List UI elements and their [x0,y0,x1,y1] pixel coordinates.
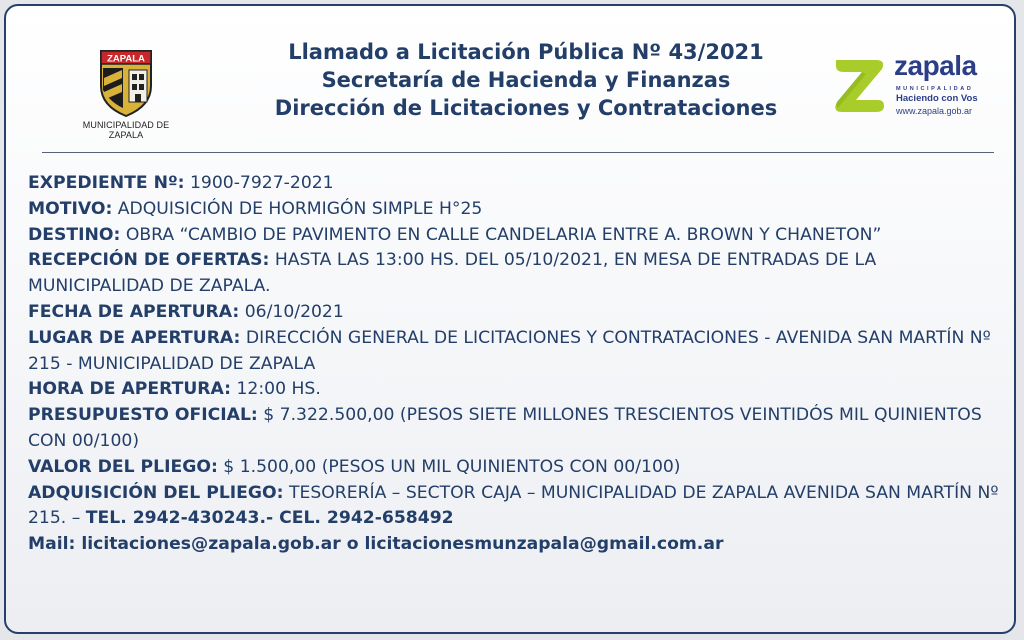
field-label: PRESUPUESTO OFICIAL: [28,405,258,426]
field-valor-pliego [28,455,1013,481]
field-value: 06/10/2021 [239,301,344,322]
phone-numbers: TEL. 2942-430243.- CEL. 2942-658492 [85,508,454,529]
field-fecha-apertura [28,300,1013,326]
field-presupuesto [28,403,1013,455]
field-label: LUGAR DE APERTURA: [28,327,241,348]
brand-url: www.zapala.gob.ar [896,106,973,116]
logo-caption: MUNICIPALIDAD DE ZAPALA [82,120,170,140]
svg-text:ZAPALA: ZAPALA [107,53,145,65]
field-lugar-apertura [28,326,1013,378]
field-value: HASTA LAS 13:00 HS. DEL 05/10/2021, EN MESA DE ENTRADAS DE LA MUNICIPALIDAD DE ZAPALA. [28,250,877,297]
field-value: $ 7.322.500,00 (PESOS SIETE MILLONES TRESCIENTOS VEINTIDÓS MIL QUINIENTOS CON 00/100) [28,405,982,451]
field-label: DESTINO: [28,224,121,245]
header-titles [216,38,836,122]
announcement-card [4,4,1016,634]
field-label: FECHA DE APERTURA: [28,301,240,322]
field-value: DIRECCIÓN GENERAL DE LICITACIONES Y CONTRATACIONES - AVENIDA SAN MARTÍN Nº 215 - MUNICIPALIDAD DE ZAPALA [28,327,991,374]
field-motivo [28,197,1013,223]
page-subtitle-secretaria: Secretaría de Hacienda y Finanzas [321,68,731,92]
brand-subtitle: MUNICIPALIDAD [896,86,974,92]
brand-slogan: Haciendo con Vos [896,93,978,104]
municipal-crest-logo [66,48,186,140]
field-value: 12:00 HS. [231,379,321,400]
page-subtitle-direccion: Dirección de Licitaciones y Contrataciones [274,96,778,120]
field-hora-apertura [28,377,1013,403]
field-label: ADQUISICIÓN DEL PLIEGO: [28,482,284,503]
field-label: MOTIVO: [28,198,113,219]
page-title: Llamado a Licitación Pública Nº 43/2021 [288,40,764,64]
field-label: RECEPCIÓN DE OFERTAS: [28,250,270,271]
field-value: 1900-7927-2021 [184,173,334,193]
field-label: EXPEDIENTE Nº: [28,173,185,193]
brand-wordmark: zapala [894,50,977,81]
field-label: HORA DE APERTURA: [28,379,232,400]
header-divider [42,152,994,153]
field-value: OBRA “CAMBIO DE PAVIMENTO EN CALLE CANDELARIA ENTRE A. BROWN Y CHANETON” [120,224,882,245]
field-expediente [28,171,1013,197]
field-value: TESORERÍA – SECTOR CAJA – MUNICIPALIDAD DE ZAPALA AVENIDA SAN MARTÍN Nº 215. – [28,482,999,529]
field-destino [28,223,1013,249]
shield-icon [98,48,154,118]
zapala-brand-logo [832,50,1002,120]
field-value: $ 1.500,00 (PESOS UN MIL QUINIENTOS CON 00/100) [217,456,681,477]
field-label: VALOR DEL PLIEGO: [28,456,218,477]
z-logo-icon [832,56,888,114]
field-adquisicion-pliego [28,481,1013,533]
email-contacts: Mail: licitaciones@zapala.gob.ar o licitacionesmunzapala@gmail.com.ar [28,534,724,555]
field-value: ADQUISICIÓN DE HORMIGÓN SIMPLE H°25 [112,198,483,219]
announcement-body [28,171,1013,558]
field-mail [28,532,1013,558]
field-recepcion [28,248,1013,300]
